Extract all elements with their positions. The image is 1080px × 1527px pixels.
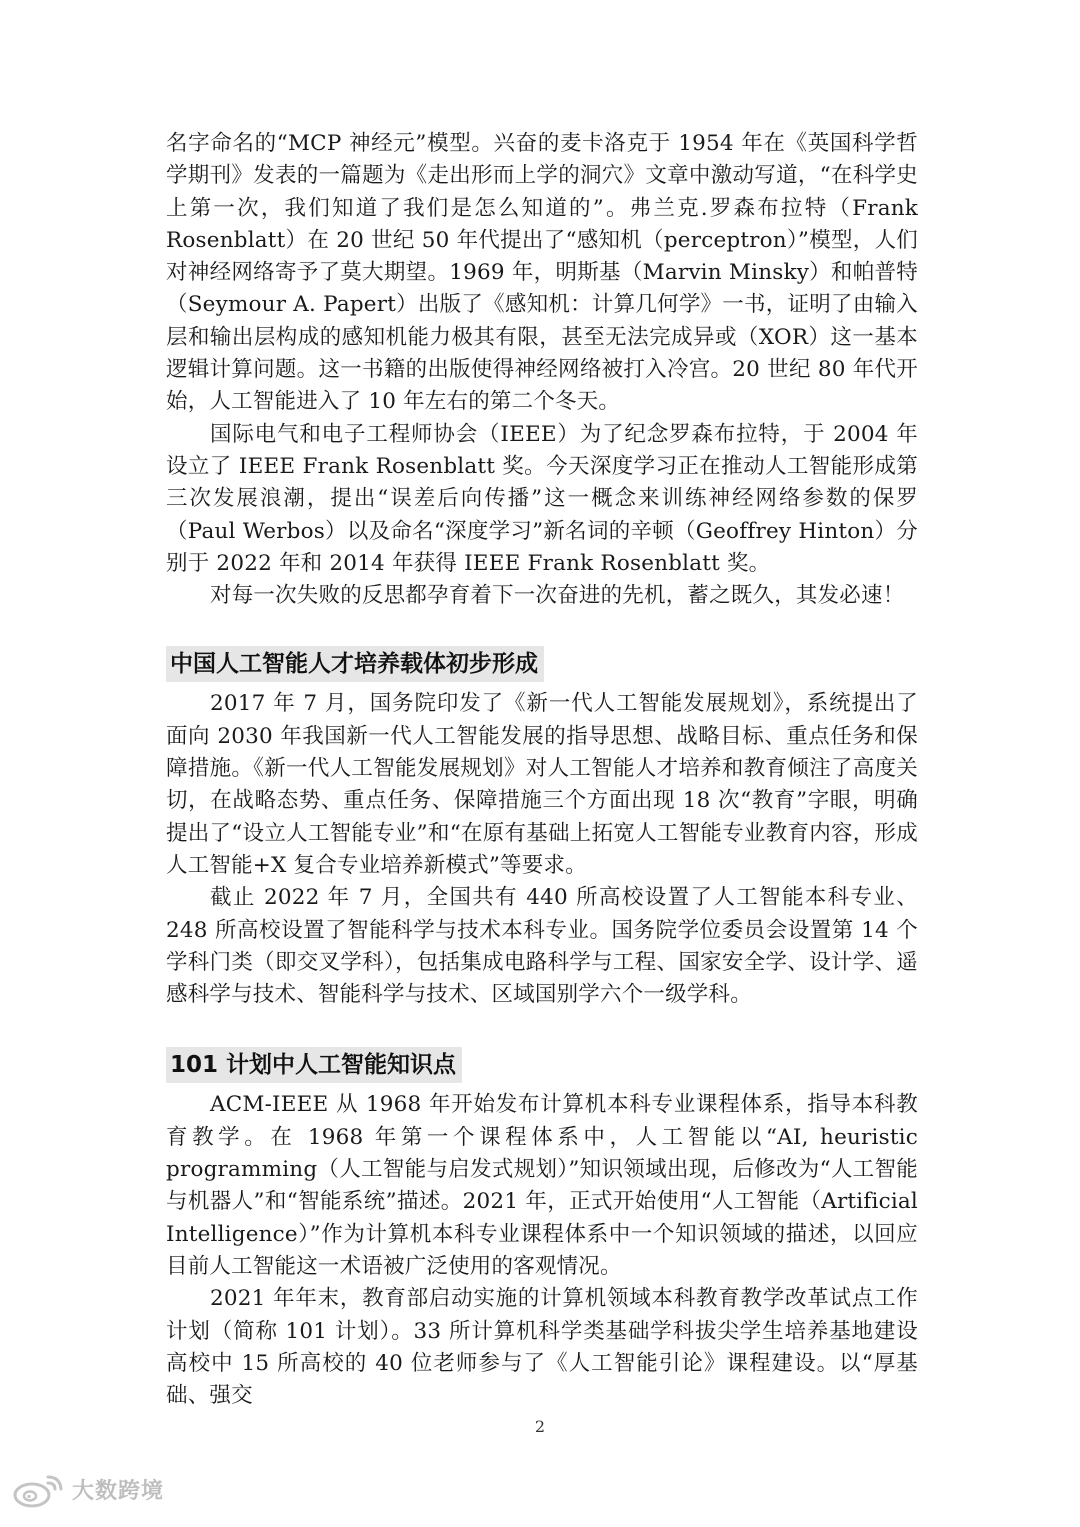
weibo-logo-icon	[10, 1467, 68, 1511]
watermark-text: 大数跨境	[72, 1478, 165, 1504]
paragraph: ACM-IEEE 从 1968 年开始发布计算机本科专业课程体系，指导本科教育教学。在 1968 年第一个课程体系中，人工智能以“AI, heuristic programming（人工智能与启发式规划）”知识领域出现，后修改为“人工智能与机器人”和“智能系统”描述。2021 年，正式开始使用“人工智能（Artificial Intelligence）”作为计算机本科专业课程体系中一个知识领域的描述，以回应目前人工智能这一术语被广泛使用的客观情况。	[166, 1092, 918, 1279]
paragraph: 国际电气和电子工程师协会（IEEE）为了纪念罗森布拉特，于 2004 年设立了 IEEE Frank Rosenblatt 奖。今天深度学习正在推动人工智能形成第三次发展浪潮，提出“误差后向传播”这一概念来训练神经网络参数的保罗（Paul Werbos）以及命名“深度学习”新名词的辛顿（Geoffrey Hinton）分别于 2022 年和 2014 年获得 IEEE Frank Rosenblatt 奖。	[166, 421, 918, 576]
section-heading-wrap	[166, 1047, 918, 1083]
paragraph: 对每一次失败的反思都孕育着下一次奋进的先机，蓄之既久，其发必速！	[210, 583, 905, 609]
paragraph: 2021 年年末，教育部启动实施的计算机领域本科教育教学改革试点工作计划（简称 101 计划）。33 所计算机科学类基础学科拔尖学生培养基地建设高校中 15 所高校的 40 位老师参与了《人工智能引论》课程建设。以“厚基础、强交	[166, 1286, 918, 1409]
paragraph: 截止 2022 年 7 月，全国共有 440 所高校设置了人工智能本科专业、248 所高校设置了智能科学与技术本科专业。国务院学位委员会设置第 14 个学科门类（即交叉学科），包括集成电路科学与工程、国家安全学、设计学、遥感科学与技术、智能科学与技术、区域国别学六个一级学科。	[166, 885, 918, 1008]
paragraph: 2017 年 7 月，国务院印发了《新一代人工智能发展规划》，系统提出了面向 2030 年我国新一代人工智能发展的指导思想、战略目标、重点任务和保障措施。《新一代人工智能发展规划》对人工智能人才培养和教育倾注了高度关切，在战略态势、重点任务、保障措施三个方面出现 18 次“教育”字眼，明确提出了“设立人工智能专业”和“在原有基础上拓宽人工智能专业教育内容，形成人工智能+X 复合专业培养新模式”等要求。	[166, 691, 918, 878]
page-number: 2	[534, 1417, 546, 1436]
section-heading: 101 计划中人工智能知识点	[166, 1047, 462, 1083]
page-content	[166, 128, 918, 1412]
paragraph: 名字命名的“MCP 神经元”模型。兴奋的麦卡洛克于 1954 年在《英国科学哲学期刊》发表的一篇题为《走出形而上学的洞穴》文章中激动写道，“在科学史上第一次，我们知道了我们是怎么知道的”。弗兰克.罗森布拉特（Frank Rosenblatt）在 20 世纪 50 年代提出了“感知机（perceptron）”模型，人们对神经网络寄予了莫大期望。1969 年，明斯基（Marvin Minsky）和帕普特（Seymour A. Papert）出版了《感知机：计算几何学》一书，证明了由输入层和输出层构成的感知机能力极其有限，甚至无法完成异或（XOR）这一基本逻辑计算问题。这一书籍的出版使得神经网络被打入冷宫。20 世纪 80 年代开始，人工智能进入了 10 年左右的第二个冬天。	[166, 131, 918, 415]
section-heading: 中国人工智能人才培养载体初步形成	[166, 646, 544, 682]
section-heading-wrap	[166, 646, 918, 682]
watermark	[10, 1464, 164, 1514]
